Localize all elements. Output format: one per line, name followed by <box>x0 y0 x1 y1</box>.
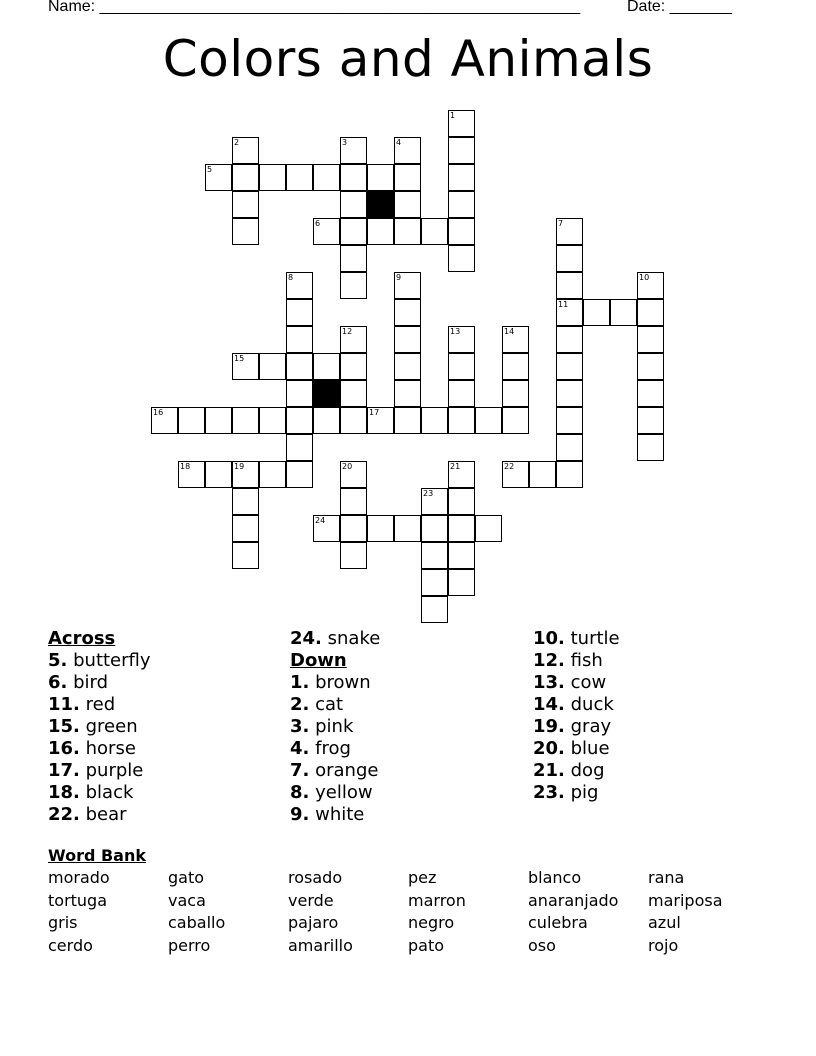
crossword-cell[interactable] <box>394 164 421 191</box>
crossword-cell[interactable] <box>367 164 394 191</box>
crossword-cell[interactable] <box>448 515 475 542</box>
crossword-cell[interactable] <box>556 434 583 461</box>
crossword-cell[interactable] <box>205 164 232 191</box>
crossword-cell[interactable] <box>448 218 475 245</box>
cell-number: 23 <box>423 489 434 498</box>
crossword-cell[interactable] <box>340 218 367 245</box>
cell-number: 19 <box>234 462 245 471</box>
crossword-cell[interactable] <box>556 407 583 434</box>
word-bank-item: amarillo <box>288 935 353 955</box>
cell-number: 5 <box>207 165 213 174</box>
crossword-cell[interactable] <box>178 461 205 488</box>
crossword-cell[interactable] <box>394 299 421 326</box>
crossword-cell[interactable] <box>475 515 502 542</box>
crossword-cell[interactable] <box>286 164 313 191</box>
crossword-cell[interactable] <box>313 515 340 542</box>
crossword-cell[interactable] <box>448 407 475 434</box>
crossword-cell[interactable] <box>556 218 583 245</box>
crossword-cell[interactable] <box>340 488 367 515</box>
cell-number: 16 <box>153 408 164 417</box>
crossword-cell[interactable] <box>232 488 259 515</box>
word-bank-item: gris <box>48 913 78 932</box>
crossword-cell[interactable] <box>448 191 475 218</box>
crossword-cell[interactable] <box>232 461 259 488</box>
word-bank-item: pez <box>408 868 437 887</box>
word-bank-item: marron <box>408 890 466 910</box>
crossword-cell[interactable] <box>502 326 529 353</box>
cell-number: 11 <box>558 300 569 309</box>
word-bank-item: oso <box>528 935 556 955</box>
word-bank <box>48 868 768 958</box>
crossword-block <box>313 380 340 407</box>
crossword-cell[interactable] <box>556 245 583 272</box>
crossword-cell[interactable] <box>340 461 367 488</box>
crossword-cell[interactable] <box>394 218 421 245</box>
crossword-cell[interactable] <box>475 407 502 434</box>
crossword-cell[interactable] <box>421 407 448 434</box>
word-bank-item: rojo <box>648 935 679 955</box>
crossword-cell[interactable] <box>232 407 259 434</box>
crossword-cell[interactable] <box>340 191 367 218</box>
down-clue: 12. fish <box>533 650 603 671</box>
cell-number: 7 <box>558 219 564 228</box>
cell-number: 13 <box>450 327 461 336</box>
clue-column-1 <box>48 628 151 826</box>
word-bank-item: blanco <box>528 868 582 887</box>
crossword-cell[interactable] <box>448 569 475 596</box>
cell-number: 1 <box>450 111 456 120</box>
down-clue: 10. turtle <box>533 628 620 649</box>
crossword-cell[interactable] <box>286 299 313 326</box>
word-bank-item: mariposa <box>648 890 723 910</box>
crossword-cell[interactable] <box>367 515 394 542</box>
across-clue: 24. snake <box>290 628 381 649</box>
date-line: Date: _______ <box>627 0 732 15</box>
word-bank-item: culebra <box>528 913 588 932</box>
crossword-cell[interactable] <box>637 326 664 353</box>
crossword-cell[interactable] <box>340 137 367 164</box>
crossword-cell[interactable] <box>556 461 583 488</box>
crossword-cell[interactable] <box>556 380 583 407</box>
crossword-cell[interactable] <box>259 407 286 434</box>
crossword-cell[interactable] <box>448 380 475 407</box>
crossword-cell[interactable] <box>340 515 367 542</box>
crossword-cell[interactable] <box>286 461 313 488</box>
crossword-cell[interactable] <box>637 353 664 380</box>
across-clue: 15. green <box>48 716 138 737</box>
down-clue: 7. orange <box>290 760 379 781</box>
cell-number: 22 <box>504 462 515 471</box>
across-clue: 22. bear <box>48 804 127 825</box>
cell-number: 24 <box>315 516 326 525</box>
crossword-cell[interactable] <box>394 380 421 407</box>
crossword-cell[interactable] <box>448 110 475 137</box>
word-bank-item: pajaro <box>288 913 339 932</box>
crossword-cell[interactable] <box>232 164 259 191</box>
crossword-cell[interactable] <box>178 407 205 434</box>
crossword-cell[interactable] <box>556 299 583 326</box>
cell-number: 4 <box>396 138 402 147</box>
clue-column-2 <box>290 628 380 826</box>
crossword-cell[interactable] <box>340 542 367 569</box>
cell-number: 6 <box>315 219 321 228</box>
word-bank-item: tortuga <box>48 890 108 910</box>
crossword-cell[interactable] <box>556 353 583 380</box>
crossword-cell[interactable] <box>637 299 664 326</box>
cell-number: 2 <box>234 138 240 147</box>
down-heading: Down <box>290 650 347 671</box>
word-bank-item: rosado <box>288 868 343 887</box>
cell-number: 12 <box>342 327 353 336</box>
crossword-cell[interactable] <box>502 461 529 488</box>
cell-number: 18 <box>180 462 191 471</box>
crossword-cell[interactable] <box>394 191 421 218</box>
across-heading: Across <box>48 628 116 649</box>
crossword-cell[interactable] <box>340 164 367 191</box>
crossword-cell[interactable] <box>502 353 529 380</box>
crossword-cell[interactable] <box>313 353 340 380</box>
across-clue: 5. butterfly <box>48 650 151 671</box>
across-clue: 6. bird <box>48 672 109 693</box>
crossword-cell[interactable] <box>556 272 583 299</box>
crossword-cell[interactable] <box>637 434 664 461</box>
crossword-cell[interactable] <box>367 407 394 434</box>
crossword-cell[interactable] <box>394 326 421 353</box>
crossword-cell[interactable] <box>556 326 583 353</box>
down-clue: 1. brown <box>290 672 371 693</box>
crossword-cell[interactable] <box>421 515 448 542</box>
crossword-cell[interactable] <box>421 596 448 623</box>
crossword-cell[interactable] <box>232 515 259 542</box>
crossword-cell[interactable] <box>529 461 556 488</box>
crossword-cell[interactable] <box>448 245 475 272</box>
crossword-cell[interactable] <box>286 407 313 434</box>
word-bank-item: caballo <box>168 913 226 932</box>
cell-number: 10 <box>639 273 650 282</box>
crossword-cell[interactable] <box>637 272 664 299</box>
crossword-cell[interactable] <box>151 407 178 434</box>
crossword-cell[interactable] <box>340 407 367 434</box>
crossword-cell[interactable] <box>232 542 259 569</box>
word-bank-item: negro <box>408 913 455 932</box>
crossword-cell[interactable] <box>286 353 313 380</box>
crossword-cell[interactable] <box>394 272 421 299</box>
down-clue: 8. yellow <box>290 782 373 803</box>
down-clue: 3. pink <box>290 716 354 737</box>
down-clue: 20. blue <box>533 738 610 759</box>
word-bank-item: anaranjado <box>528 890 619 910</box>
crossword-cell[interactable] <box>313 407 340 434</box>
crossword-cell[interactable] <box>232 137 259 164</box>
crossword-cell[interactable] <box>340 380 367 407</box>
crossword-cell[interactable] <box>448 326 475 353</box>
across-clue: 17. purple <box>48 760 144 781</box>
crossword-cell[interactable] <box>340 326 367 353</box>
word-bank-item: verde <box>288 890 334 910</box>
cell-number: 8 <box>288 273 294 282</box>
word-bank-item: cerdo <box>48 935 93 955</box>
crossword-cell[interactable] <box>205 407 232 434</box>
across-clue: 18. black <box>48 782 134 803</box>
cell-number: 14 <box>504 327 515 336</box>
crossword-cell[interactable] <box>259 353 286 380</box>
crossword-cell[interactable] <box>421 218 448 245</box>
crossword-cell[interactable] <box>259 461 286 488</box>
crossword-cell[interactable] <box>421 569 448 596</box>
word-bank-item: perro <box>168 935 211 955</box>
crossword-cell[interactable] <box>394 407 421 434</box>
crossword-cell[interactable] <box>637 407 664 434</box>
word-bank-item: morado <box>48 868 110 887</box>
crossword-cell[interactable] <box>583 299 610 326</box>
crossword-cell[interactable] <box>502 380 529 407</box>
crossword-cell[interactable] <box>448 542 475 569</box>
word-bank-item: gato <box>168 868 205 887</box>
crossword-cell[interactable] <box>232 218 259 245</box>
crossword-cell[interactable] <box>367 218 394 245</box>
crossword-cell[interactable] <box>448 137 475 164</box>
cell-number: 3 <box>342 138 348 147</box>
crossword-cell[interactable] <box>286 326 313 353</box>
crossword-cell[interactable] <box>448 461 475 488</box>
crossword-cell[interactable] <box>286 272 313 299</box>
down-clue: 14. duck <box>533 694 614 715</box>
crossword-cell[interactable] <box>340 272 367 299</box>
crossword-cell[interactable] <box>394 137 421 164</box>
crossword-cell[interactable] <box>205 461 232 488</box>
crossword-cell[interactable] <box>286 380 313 407</box>
crossword-block <box>367 191 394 218</box>
cell-number: 21 <box>450 462 461 471</box>
down-clue: 4. frog <box>290 738 351 759</box>
crossword-cell[interactable] <box>340 245 367 272</box>
name-line: Name: ______________________________________________________ <box>48 0 581 15</box>
down-clue: 9. white <box>290 804 365 825</box>
down-clue: 23. pig <box>533 782 599 803</box>
crossword-cell[interactable] <box>448 164 475 191</box>
down-clue: 19. gray <box>533 716 612 737</box>
down-clue: 21. dog <box>533 760 605 781</box>
across-clue: 16. horse <box>48 738 136 759</box>
page-title: Colors and Animals <box>162 30 654 88</box>
word-bank-item: vaca <box>168 890 206 910</box>
word-bank-item: azul <box>648 913 681 932</box>
cell-number: 15 <box>234 354 245 363</box>
crossword-cell[interactable] <box>286 434 313 461</box>
crossword-cell[interactable] <box>448 353 475 380</box>
down-clue: 13. cow <box>533 672 607 693</box>
crossword-cell[interactable] <box>421 488 448 515</box>
word-bank-item: rana <box>648 868 685 887</box>
crossword-cell[interactable] <box>340 353 367 380</box>
word-bank-item: pato <box>408 935 445 955</box>
down-clue: 2. cat <box>290 694 344 715</box>
crossword-cell[interactable] <box>421 542 448 569</box>
crossword-cell[interactable] <box>394 515 421 542</box>
crossword-cell[interactable] <box>313 164 340 191</box>
cell-number: 20 <box>342 462 353 471</box>
crossword-cell[interactable] <box>394 353 421 380</box>
crossword-cell[interactable] <box>232 353 259 380</box>
cell-number: 9 <box>396 273 402 282</box>
crossword-cell[interactable] <box>610 299 637 326</box>
crossword-cell[interactable] <box>232 191 259 218</box>
crossword-cell[interactable] <box>259 164 286 191</box>
cell-number: 17 <box>369 408 380 417</box>
crossword-cell[interactable] <box>502 407 529 434</box>
crossword-cell[interactable] <box>313 218 340 245</box>
crossword-cell[interactable] <box>637 380 664 407</box>
word-bank-title: Word Bank <box>48 846 147 865</box>
across-clue: 11. red <box>48 694 116 715</box>
crossword-cell[interactable] <box>448 488 475 515</box>
clue-column-3 <box>533 628 620 804</box>
